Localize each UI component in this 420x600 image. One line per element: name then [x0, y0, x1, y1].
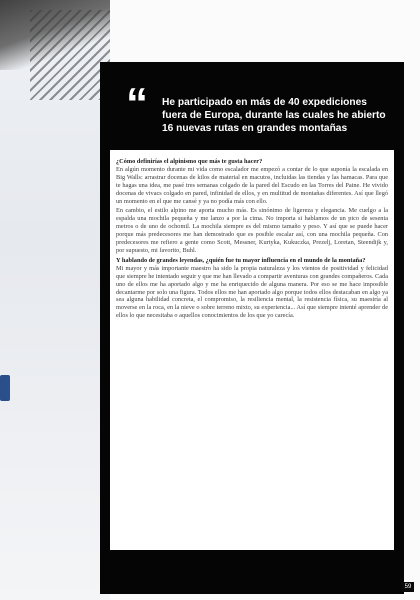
climber-figure	[0, 375, 10, 401]
answer-2: Mi mayor y más importante maestro ha sido la propia naturaleza y los vientos de positividad y felicidad que siempre he intentado seguir y que me han llevado a compartir aventuras con grandes compañeros. Cada uno de ellos me ha aportado algo y me ha enriquecido de alguna manera. Por eso se me hace imposible decantarme por solo una figura. Todos ellos me han aportado algo porque todos ellos destacaban en algo ya sea alguna habilidad concreta, el compromiso, la resiliencia mental, la resistencia física, su maestría al moverse en la roca, en la nieve o sobre terreno mixto, su experiencia... Así que siempre intenté aprender de ellos lo que necesitaba o aquellos conocimientos de los que yo carecía.	[116, 264, 388, 320]
snow-slope	[30, 10, 110, 100]
answer-1-paragraph-2: En cambio, el estilo alpino me aporta mucho más. Es sinónimo de ligereza y elegancia. Me cuelgo a la espalda una mochila pequeña y me lanzo a por la cima. No importa si hablamos de un pico de sesenta metros o de uno de ochomil. La mochila siempre es del mismo tamaño y peso. Y así que se puede hacer porque más predecesores me han demostrado que es posible escalar así, con una mochila pequeña. Con predecesores me refiero a gente como Scott, Messner, Kurtyka, Kukuczka, Prezelj, Loretan, Steendijk y, por supuesto, mi favorito, Buhl.	[116, 207, 388, 254]
page-number: 59	[402, 582, 414, 592]
pull-quote: He participado en más de 40 expediciones fuera de Europa, durante las cuales he abierto 16 nuevas rutas en grandes montañas	[162, 97, 386, 134]
question-2: Y hablando de grandes leyendas, ¿quién fue tu mayor influencia en el mundo de la montaña?	[116, 256, 366, 264]
quote-mark-icon: “	[126, 79, 148, 128]
question-1: ¿Cómo definirías el alpinismo que más te gusta hacer?	[116, 158, 263, 165]
answer-1-paragraph-1: En algún momento durante mi vida como escalador me empezó a contar de lo que suponía la escalada en Big Walls: arrastrar docenas de kilos de material en macutos, incluidas las tiendas y las hamacas. Para que te hagas una idea, me pasé tres semanas colgado de la pared del Escudo en las Torres del Paine. He vivido docenas de vivacs colgado en pared, infinidad de ellos, y en multitud de montañas diferentes. Así que llegó un momento en el que me cansé y ya no podía más con ello.	[116, 165, 388, 205]
article-column	[110, 150, 394, 550]
mountain-photo	[0, 0, 110, 600]
